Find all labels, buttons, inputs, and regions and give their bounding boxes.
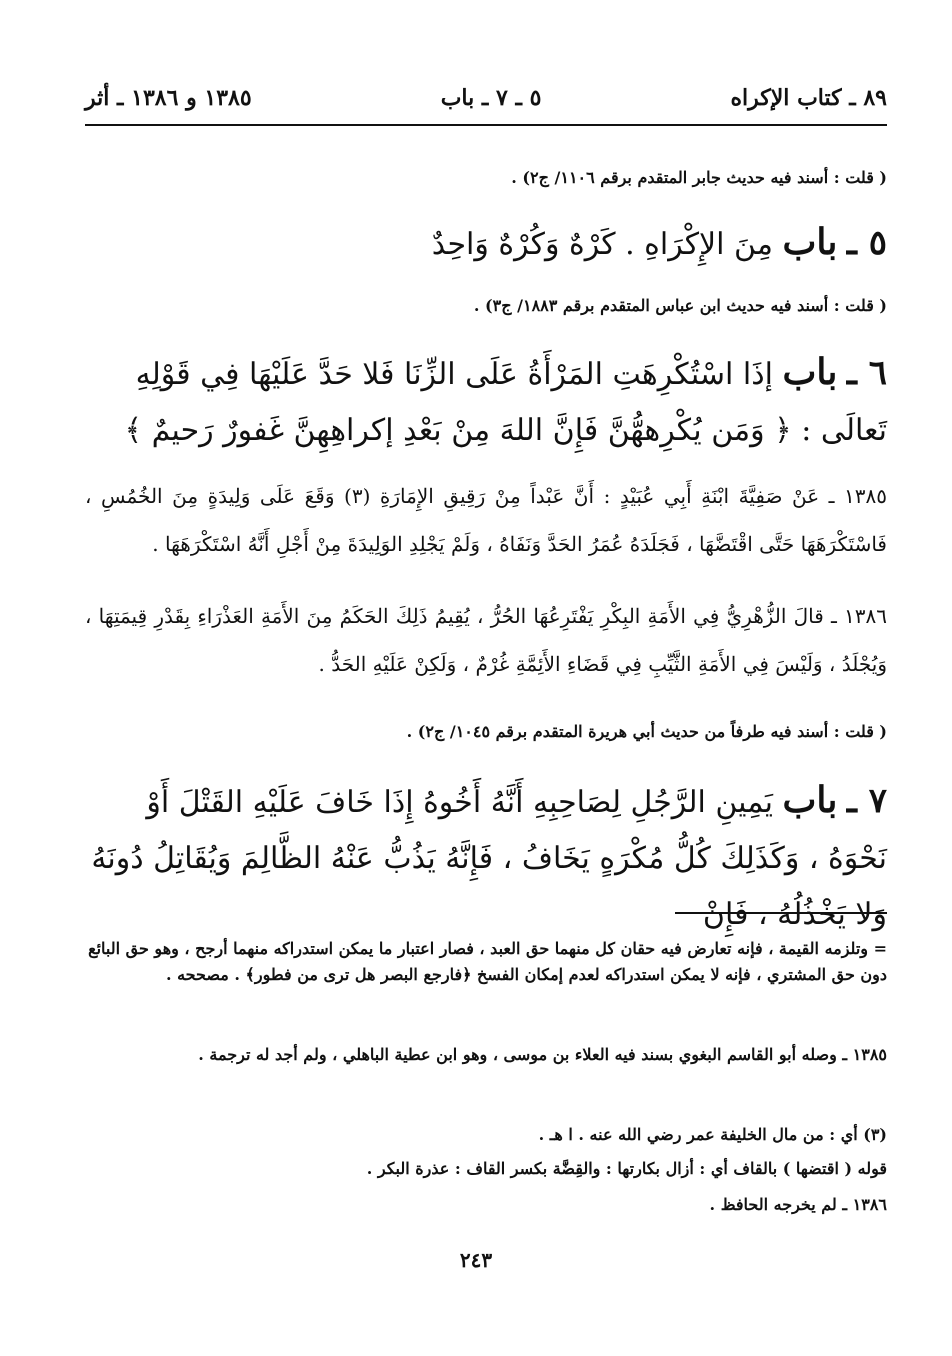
footnote-1385: ١٣٨٥ ـ وصله أبو القاسم البغوي بسند فيه العلاء بن موسى ، وهو ابن عطية الباهلي ، ولم أجد له ترجمة .: [198, 1045, 887, 1064]
header-rule: [85, 124, 887, 126]
note-3: ( قلت : أسند فيه طرفاً من حديث أبي هريرة المتقدم برقم ١٠٤٥/ ج٢) .: [406, 722, 887, 741]
note-1: ( قلت : أسند فيه حديث جابر المتقدم برقم ١١٠٦/ ج٢) .: [511, 168, 887, 187]
bab-6-keyword: باب: [782, 351, 838, 393]
hadith-1386: ١٣٨٦ ـ قالَ الزُّهْرِيُّ فِي الأَمَةِ البِكْرِ يَفْتَرِعُهَا الحُرُّ ، يُقِيمُ ذَلِكَ الحَكَمُ مِنَ الأَمَةِ العَذْرَاءِ بِقَدْرِ قِيمَتِهَا ، وَيُجْلَدُ ، وَلَيْسَ فِي الأَمَةِ الثَّيِّبِ فِي قَضَاءِ الأَئِمَّةِ غُرْمٌ ، وَلَكِنْ عَلَيْهِ الحَدُّ .: [85, 604, 887, 676]
header-section: ٥ ـ ٧ ـ باب: [440, 85, 542, 111]
footnote-3: (٣) أي : من مال الخليفة عمر رضي الله عنه . ا هـ .: [538, 1125, 887, 1144]
bab-6-title: إذَا اسْتُكْرِهَتِ المَرْأَةُ عَلَى الزِّنَا فَلا حَدَّ عَلَيْهَا فِي قَوْلِهِ تَعالَى : ﴿ وَمَن يُكْرِههُّنَّ فَإِنَّ اللهَ مِنْ بَعْدِ إكراهِهِنَّ غَفورٌ رَحيمٌ ﴾: [124, 357, 887, 448]
bab-5-number: ٥ ـ: [846, 223, 887, 263]
note-2: ( قلت : أسند فيه حديث ابن عباس المتقدم برقم ١٨٨٣/ ج٣) .: [473, 296, 887, 315]
bab-7-title: يَمِينِ الرَّجُلِ لِصَاحِبِهِ أَنَّهُ أَخُوهُ إِذَا خَافَ عَلَيْهِ القَتْلَ أَوْ نَحْوَهُ ، وَكَذَلِكَ كُلُّ مُكْرَهٍ يَخَافُ ، فَإِنَّهُ يَذُبُّ عَنْهُ الظَّالِمَ وَيُقَاتِلُ دُونَهُ وَلا يَخْذُلُهُ ، فَإِنْ: [91, 785, 887, 932]
bab-7-number: ٧ ـ: [846, 781, 887, 821]
bab-5-keyword: باب: [782, 221, 838, 263]
bab-6-heading: [85, 344, 887, 459]
running-header: [85, 78, 887, 118]
bab-5-title: مِنَ الإِكْرَاهِ . كَرْهٌ وَكُرْهٌ وَاحِدٌ: [431, 227, 773, 262]
header-chapter: ٨٩ ـ كتاب الإكراه: [730, 85, 887, 111]
footnote-1386: ١٣٨٦ ـ لم يخرجه الحافظ .: [709, 1195, 887, 1214]
bab-7-heading: [85, 772, 887, 943]
bab-5-heading: [85, 214, 887, 273]
page-number: ٢٤٣: [459, 1248, 493, 1272]
footnote-iqtaddaha: قوله ( اقتضها ) بالقاف أي : أزال بكارتها : والقِضَّة بكسر القاف : عذرة البكر .: [366, 1159, 887, 1178]
footnote-rule: [675, 912, 887, 914]
hadith-1385: ١٣٨٥ ـ عَنْ صَفِيَّةَ ابْنَةِ أَبِي عُبَيْدٍ : أَنَّ عَبْداً مِنْ رَقِيقِ الإِمَارَةِ (٣) وَقَعَ عَلَى وَلِيدَةٍ مِنَ الخُمُسِ ، فَاسْتَكْرَهَهَا حَتَّى اقْتَضَّهَا ، فَجَلَدَهُ عُمَرُ الحَدَّ وَنَفَاهُ ، وَلَمْ يَجْلِدِ الوَلِيدَةَ مِنْ أَجْلِ أَنَّهُ اسْتَكْرَهَهَا .: [85, 484, 888, 556]
header-hadith-range: ١٣٨٥ و ١٣٨٦ ـ أثر: [85, 85, 252, 111]
bab-6-number: ٦ ـ: [846, 353, 887, 393]
bab-7-keyword: باب: [782, 779, 838, 821]
footnote-continuation: = وتلزمه القيمة ، فإنه تعارض فيه حقان كل منهما حق العبد ، فصار اعتبار ما يمكن استدراكه منهما أرجح ، وهو حق البائع دون حق المشتري ، فإنه لا يمكن استدراكه لعدم إمكان الفسخ ﴿فارجع البصر هل ترى من فطور﴾ . مصححه .: [88, 939, 887, 984]
